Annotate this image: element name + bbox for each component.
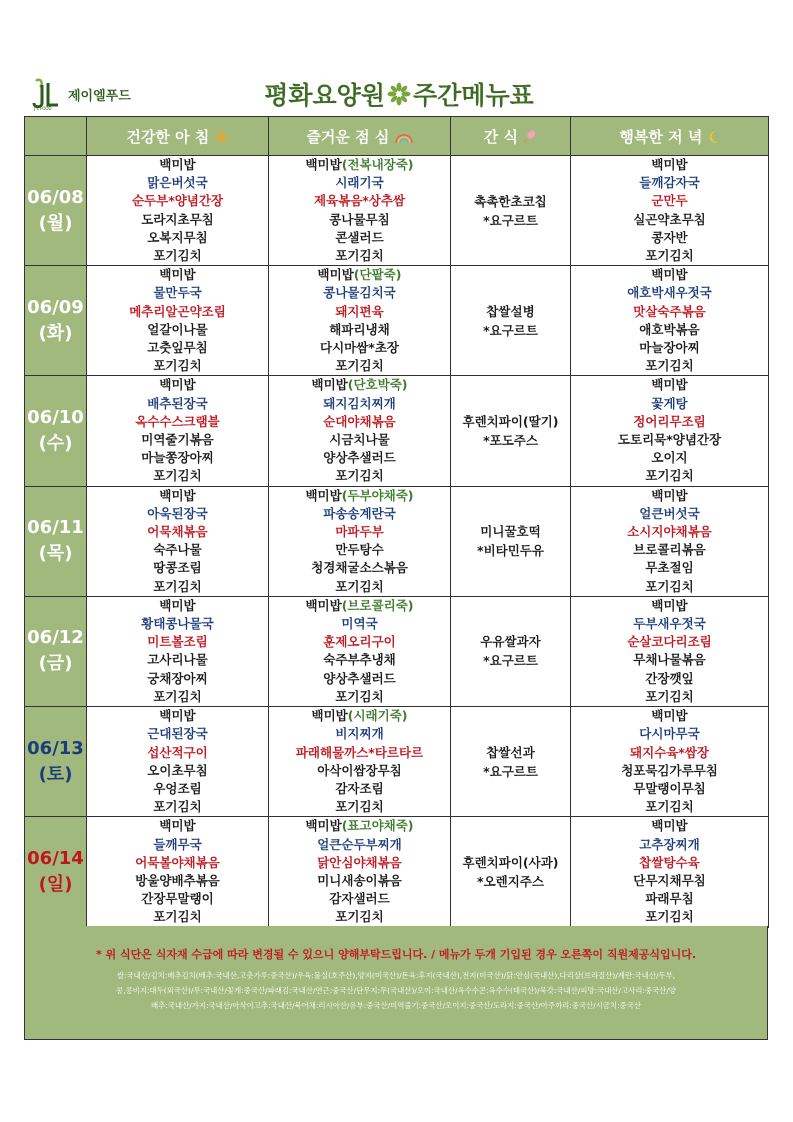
menu-item: 포기김치 (335, 358, 384, 374)
breakfast-cell (87, 376, 269, 486)
menu-item: 순두부*양념간장 (131, 193, 224, 209)
menu-item: 황태콩나물국 (141, 616, 214, 632)
day-label: 06/10 (수) (25, 376, 87, 486)
menu-item: 후렌치파이(사과) (462, 854, 559, 870)
menu-item: 오이지 (651, 450, 688, 466)
menu-item: 백미밥 (651, 708, 688, 724)
dinner-cell (571, 596, 769, 706)
menu-item: 양상추샐러드 (323, 450, 396, 466)
day-row (25, 596, 769, 706)
sun-icon (215, 130, 229, 144)
menu-item: 물만두국 (153, 285, 202, 301)
day-row (25, 817, 769, 927)
menu-item: 감자조림 (335, 780, 384, 796)
menu-item: 백미밥(전복내장죽) (305, 157, 414, 172)
menu-item: 간장깻잎 (645, 670, 694, 686)
menu-item: 다시마쌈*초장 (320, 340, 399, 356)
snack-cell (451, 596, 571, 706)
menu-item: 맑은버섯국 (147, 175, 208, 191)
page-header (24, 74, 768, 116)
menu-item: *요구르트 (483, 212, 538, 228)
menu-item: 포기김치 (645, 358, 694, 374)
dinner-cell (571, 266, 769, 376)
menu-item: 아욱된장국 (147, 505, 208, 521)
menu-item: 어묵채볶음 (147, 524, 208, 540)
menu-item: 콩나물무침 (329, 211, 390, 227)
column-header-row (25, 117, 769, 156)
menu-item: 포기김치 (645, 468, 694, 484)
rainbow-icon (395, 132, 413, 144)
menu-item: 포기김치 (645, 799, 694, 815)
menu-item: 다시마무국 (639, 726, 700, 742)
menu-item: 실곤약초무침 (633, 211, 706, 227)
day-label: 06/13 (토) (25, 707, 87, 817)
menu-item: 미니새송이볶음 (317, 872, 402, 888)
menu-item: 포기김치 (335, 688, 384, 704)
menu-item: 청경채굴소스볶음 (311, 560, 408, 576)
menu-item: 고사리나물 (147, 652, 208, 668)
menu-item: 백미밥 (159, 377, 196, 393)
menu-item: 군만두 (651, 193, 688, 209)
menu-item: 꽃게탕 (651, 395, 688, 411)
column-lunch: 즐거운 점 심 (269, 117, 451, 156)
menu-item: 근대된장국 (147, 726, 208, 742)
lunch-cell (269, 707, 451, 817)
menu-item: 도토리묵*양념간장 (617, 432, 722, 448)
lunch-cell (269, 817, 451, 927)
column-snack: 간 식 (451, 117, 571, 156)
day-row (25, 156, 769, 266)
menu-item: 섭산적구이 (147, 744, 208, 760)
menu-item: 도라지초무침 (141, 211, 214, 227)
menu-item: 포기김치 (153, 358, 202, 374)
day-label: 06/09 (화) (25, 266, 87, 376)
dinner-cell (571, 817, 769, 927)
day-label: 06/12 (금) (25, 596, 87, 706)
menu-item: 들깨감자국 (639, 175, 700, 191)
breakfast-cell (87, 817, 269, 927)
title-menu: 주간메뉴표 (413, 81, 534, 110)
dinner-cell (571, 486, 769, 596)
menu-item: 오복지무침 (147, 229, 208, 245)
lunch-cell (269, 596, 451, 706)
menu-item: 콩나물김치국 (323, 285, 396, 301)
menu-item: 아삭이쌈장무침 (317, 762, 402, 778)
menu-item: 옥수수스크램블 (135, 413, 220, 429)
menu-item: 감자샐러드 (329, 891, 390, 907)
dinner-cell (571, 156, 769, 266)
menu-item: 숙주나물 (153, 542, 202, 558)
menu-item: 백미밥(표고야채죽) (305, 818, 414, 834)
corner-cell (25, 117, 87, 156)
snack-cell (451, 817, 571, 927)
menu-item: 들깨무국 (153, 836, 202, 852)
menu-item: 파송송계란국 (323, 505, 396, 521)
menu-item: 백미밥 (159, 487, 196, 503)
menu-item: *비타민두유 (477, 543, 544, 559)
menu-item: 애호박볶음 (639, 321, 700, 337)
menu-item: 애호박새우젓국 (627, 285, 712, 301)
menu-item: 백미밥 (159, 818, 196, 834)
title-facility: 평화요양원 (264, 81, 385, 110)
lunch-cell (269, 376, 451, 486)
menu-item: 콘샐러드 (335, 229, 384, 245)
menu-item: 포기김치 (153, 799, 202, 815)
lunch-cell (269, 156, 451, 266)
popsicle-icon (523, 130, 537, 144)
column-breakfast: 건강한 아 침 (87, 117, 269, 156)
dinner-cell (571, 707, 769, 817)
menu-item: 포기김치 (153, 909, 202, 925)
menu-item: 고춧잎무침 (147, 340, 208, 356)
menu-item: *요구르트 (483, 322, 538, 338)
menu-item: 청포묵김가루무침 (621, 762, 718, 778)
menu-item: 시금치나물 (329, 432, 390, 448)
menu-item: 돼지편육 (335, 303, 384, 319)
menu-item: 포기김치 (645, 248, 694, 264)
moon-icon (708, 130, 720, 144)
menu-item: 백미밥(단호박죽) (311, 377, 408, 393)
menu-item: 콩자반 (651, 229, 688, 245)
menu-item: 만두탕수 (335, 542, 384, 558)
origin-line: 배추:국내산/가지:국내산/아삭이고추:국내산/북어채:러시아산/유부:중국산/미역줄기:중국산/오이지:중국산/도라지:중국산/아주까리:중국산/시금치:중국산 (151, 1001, 641, 1010)
day-label: 06/11 (목) (25, 486, 87, 596)
menu-item: 백미밥 (159, 597, 196, 613)
breakfast-cell (87, 266, 269, 376)
menu-item: 미역줄기볶음 (141, 432, 214, 448)
menu-item: 파래무침 (645, 891, 694, 907)
menu-item: 두부새우젓국 (633, 616, 706, 632)
snack-cell (451, 707, 571, 817)
menu-item: 백미밥 (159, 267, 196, 283)
menu-item: 미역국 (341, 616, 378, 632)
day-label: 06/14 (일) (25, 817, 87, 927)
menu-item: 포기김치 (335, 909, 384, 925)
menu-item: 포기김치 (645, 909, 694, 925)
menu-item: 백미밥 (651, 487, 688, 503)
menu-item: 얼큰버섯국 (639, 505, 700, 521)
menu-item: 찹쌀선과 (486, 744, 535, 760)
menu-item: 포기김치 (153, 468, 202, 484)
day-label: 06/08 (월) (25, 156, 87, 266)
breakfast-cell (87, 486, 269, 596)
flower-icon (387, 82, 411, 106)
menu-item: 순살코다리조림 (627, 634, 712, 650)
menu-item: 얼갈이나물 (147, 321, 208, 337)
menu-item: 메추리알곤약조림 (129, 303, 226, 319)
breakfast-cell (87, 596, 269, 706)
menu-item: 순대야채볶음 (323, 413, 396, 429)
menu-item: 배추된장국 (147, 395, 208, 411)
menu-item: 찹쌀탕수육 (639, 854, 700, 870)
menu-item: 우유쌀과자 (480, 634, 541, 650)
menu-item: 양상추샐러드 (323, 670, 396, 686)
menu-item: 백미밥 (159, 708, 196, 724)
menu-item: 돼지김치찌개 (323, 395, 396, 411)
menu-item: 포기김치 (645, 578, 694, 594)
menu-item: 미트볼조림 (147, 634, 208, 650)
menu-item: 무초절임 (645, 560, 694, 576)
menu-item: 해파리냉채 (329, 321, 390, 337)
menu-item: 소시지야채볶음 (627, 524, 712, 540)
menu-item: 찹쌀설병 (486, 303, 535, 319)
menu-item: *오렌지주스 (477, 873, 544, 889)
snack-cell (451, 266, 571, 376)
menu-item: 궁채장아찌 (147, 670, 208, 686)
menu-item: 포기김치 (645, 688, 694, 704)
menu-item: 후렌치파이(딸기) (462, 414, 559, 430)
logo-text: 제이엘푸드 (68, 88, 131, 104)
menu-item: 포기김치 (153, 578, 202, 594)
day-row (25, 376, 769, 486)
menu-item: 백미밥(브로콜리죽) (305, 597, 414, 613)
day-row (25, 266, 769, 376)
footer-notes (24, 926, 768, 1040)
menu-item: 훈제오리구이 (323, 634, 396, 650)
menu-item: 포기김치 (335, 578, 384, 594)
company-logo (30, 76, 170, 112)
menu-item: 백미밥(두부야채죽) (305, 487, 414, 503)
menu-item: 숙주부추냉채 (323, 652, 396, 668)
day-row (25, 486, 769, 596)
menu-item: 시래기국 (335, 175, 384, 191)
menu-item: 제육볶음*상추쌈 (313, 193, 406, 209)
origin-line: 쌀:국내산/김치:배추김치(배추:국내산,고춧가루:중국산)/우육:불실(호주산),양지(미국산)/돈육:후지(국내산),전지(미국산)/닭:안심(국내산),다리살(브라질산)/계란:국내산/두부, (116, 971, 676, 980)
menu-item: 맛살숙주볶음 (633, 303, 706, 319)
lunch-cell (269, 486, 451, 596)
menu-item: 단무지채무침 (633, 872, 706, 888)
menu-item: 포기김치 (335, 468, 384, 484)
menu-item: 백미밥(시래기죽) (311, 708, 408, 724)
menu-item: 닭안심야채볶음 (317, 854, 402, 870)
menu-item: 백미밥 (651, 597, 688, 613)
dinner-cell (571, 376, 769, 486)
menu-item: 무말랭이무침 (633, 780, 706, 796)
day-row (25, 707, 769, 817)
menu-item: 미니꿀호떡 (480, 524, 541, 540)
snack-cell (451, 376, 571, 486)
breakfast-cell (87, 156, 269, 266)
breakfast-cell (87, 707, 269, 817)
menu-item: 돼지수육*쌈장 (630, 744, 709, 760)
menu-item: 비지찌개 (335, 726, 384, 742)
menu-item: 포기김치 (153, 688, 202, 704)
svg-text:J L FOOD: J L FOOD (34, 106, 52, 111)
weekly-menu-table (24, 116, 769, 928)
page-title (229, 74, 569, 114)
lunch-cell (269, 266, 451, 376)
menu-item: 촉촉한초코칩 (474, 193, 547, 209)
menu-item: 얼큰순두부찌개 (317, 836, 402, 852)
menu-item: 포기김치 (335, 799, 384, 815)
menu-item: *요구르트 (483, 653, 538, 669)
column-dinner: 행복한 저 녁 (571, 117, 769, 156)
origin-line: 콩,콩비지:대두(외국산)/무:국내산/꽃게:중국산/파래김:국내산/연근:중국산/단무지:무(국내산)/오이:국내산/옥수수콘:옥수수(태국산)/묵갓:국내산/피망:국내산/고사리:중국산/양 (116, 986, 676, 995)
menu-item: *요구르트 (483, 763, 538, 779)
menu-item: 브로콜리볶음 (633, 542, 706, 558)
menu-item: *포도주스 (483, 433, 538, 449)
snack-cell (451, 486, 571, 596)
menu-item: 정어리무조림 (633, 413, 706, 429)
menu-item: 마파두부 (335, 524, 384, 540)
menu-item: 파래해물까스*타르타르 (295, 744, 424, 760)
origin-info (25, 968, 767, 1013)
change-notice: * 위 식단은 식자재 수급에 따라 변경될 수 있으니 양해부탁드립니다. / 메뉴가 두개 기입된 경우 오른쪽이 직원제공식입니다. (95, 948, 697, 961)
menu-item: 우엉조림 (153, 780, 202, 796)
menu-item: 간장무말랭이 (141, 891, 214, 907)
menu-item: 포기김치 (335, 248, 384, 264)
menu-item: 백미밥 (651, 157, 688, 172)
menu-item: 땅콩조림 (153, 560, 202, 576)
menu-item: 무채나물볶음 (633, 652, 706, 668)
menu-item: 백미밥 (651, 377, 688, 393)
menu-item: 마늘쫑장아찌 (141, 450, 214, 466)
menu-item: 고추장찌개 (639, 836, 700, 852)
menu-item: 백미밥 (651, 267, 688, 283)
menu-item: 어묵볼야채볶음 (135, 854, 220, 870)
menu-item: 마늘장아찌 (639, 340, 700, 356)
jl-food-logo-icon (30, 77, 62, 111)
menu-item: 방울양배추볶음 (135, 872, 220, 888)
menu-item: 오이초무침 (147, 762, 208, 778)
snack-cell (451, 156, 571, 266)
menu-item: 포기김치 (153, 248, 202, 264)
menu-item: 백미밥(단팥죽) (317, 267, 402, 283)
menu-item: 백미밥 (651, 818, 688, 834)
menu-item: 백미밥 (159, 157, 196, 172)
